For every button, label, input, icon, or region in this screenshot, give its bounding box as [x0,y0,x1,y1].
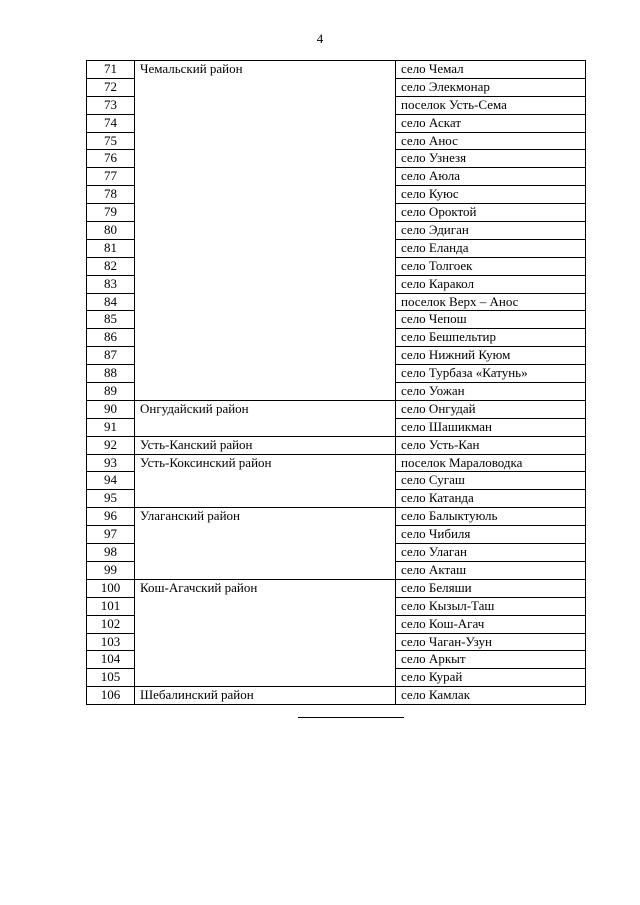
row-number-cell: 105 [87,669,135,687]
district-cell: Чемальский район [135,61,396,401]
settlement-cell: село Усть-Кан [396,436,586,454]
table-body [87,61,586,705]
row-number-cell: 78 [87,186,135,204]
table-row [87,687,586,705]
settlement-cell: поселок Мараловодка [396,454,586,472]
settlement-cell: село Кош-Агач [396,615,586,633]
settlement-cell: село Сугаш [396,472,586,490]
row-number-cell: 81 [87,239,135,257]
row-number-cell: 92 [87,436,135,454]
row-number-cell: 99 [87,561,135,579]
district-cell: Онгудайский район [135,400,396,436]
row-number-cell: 90 [87,400,135,418]
settlement-cell: село Курай [396,669,586,687]
settlement-cell: село Аркыт [396,651,586,669]
settlement-cell: село Элекмонар [396,78,586,96]
row-number-cell: 74 [87,114,135,132]
settlement-cell: село Турбаза «Катунь» [396,365,586,383]
row-number-cell: 98 [87,544,135,562]
table-row [87,61,586,79]
settlement-cell: село Узнезя [396,150,586,168]
settlement-cell: село Куюс [396,186,586,204]
row-number-cell: 85 [87,311,135,329]
district-cell: Усть-Канский район [135,436,396,454]
table-row [87,436,586,454]
row-number-cell: 101 [87,597,135,615]
settlement-cell: село Уожан [396,383,586,401]
district-cell: Кош-Агачский район [135,579,396,686]
settlement-cell: село Эдиган [396,222,586,240]
table-row [87,400,586,418]
settlement-cell: село Ороктой [396,204,586,222]
settlements-table [86,60,586,705]
row-number-cell: 100 [87,579,135,597]
row-number-cell: 75 [87,132,135,150]
settlement-cell: село Толгоек [396,257,586,275]
page-number: 4 [316,31,324,46]
district-cell: Улаганский район [135,508,396,580]
settlement-cell: село Чемал [396,61,586,79]
row-number-cell: 82 [87,257,135,275]
row-number-cell: 102 [87,615,135,633]
row-number-cell: 96 [87,508,135,526]
settlement-cell: село Чибиля [396,526,586,544]
settlement-cell: поселок Верх – Анос [396,293,586,311]
settlement-cell: село Чепош [396,311,586,329]
settlement-cell: село Кызыл-Таш [396,597,586,615]
settlement-cell: село Чаган-Узун [396,633,586,651]
row-number-cell: 76 [87,150,135,168]
district-cell: Шебалинский район [135,687,396,705]
settlement-cell: поселок Усть-Сема [396,96,586,114]
row-number-cell: 87 [87,347,135,365]
row-number-cell: 86 [87,329,135,347]
row-number-cell: 71 [87,61,135,79]
row-number-cell: 89 [87,383,135,401]
row-number-cell: 80 [87,222,135,240]
row-number-cell: 77 [87,168,135,186]
row-number-cell: 93 [87,454,135,472]
settlement-cell: село Улаган [396,544,586,562]
row-number-cell: 95 [87,490,135,508]
settlement-cell: село Аскат [396,114,586,132]
row-number-cell: 106 [87,687,135,705]
settlement-cell: село Беляши [396,579,586,597]
row-number-cell: 97 [87,526,135,544]
row-number-cell: 84 [87,293,135,311]
table-row [87,579,586,597]
end-separator-line [298,717,404,718]
settlement-cell: село Шашикман [396,418,586,436]
settlement-cell: село Анос [396,132,586,150]
row-number-cell: 73 [87,96,135,114]
district-cell: Усть-Коксинский район [135,454,396,508]
settlement-cell: село Аюла [396,168,586,186]
row-number-cell: 88 [87,365,135,383]
row-number-cell: 83 [87,275,135,293]
table-row [87,454,586,472]
settlement-cell: село Акташ [396,561,586,579]
settlement-cell: село Балыктуюль [396,508,586,526]
row-number-cell: 72 [87,78,135,96]
row-number-cell: 79 [87,204,135,222]
row-number-cell: 91 [87,418,135,436]
row-number-cell: 94 [87,472,135,490]
settlement-cell: село Нижний Куюм [396,347,586,365]
settlement-cell: село Камлак [396,687,586,705]
settlement-cell: село Онгудай [396,400,586,418]
settlement-cell: село Катанда [396,490,586,508]
settlement-cell: село Бешпельтир [396,329,586,347]
settlement-cell: село Еланда [396,239,586,257]
table-row [87,508,586,526]
row-number-cell: 104 [87,651,135,669]
settlement-cell: село Каракол [396,275,586,293]
row-number-cell: 103 [87,633,135,651]
